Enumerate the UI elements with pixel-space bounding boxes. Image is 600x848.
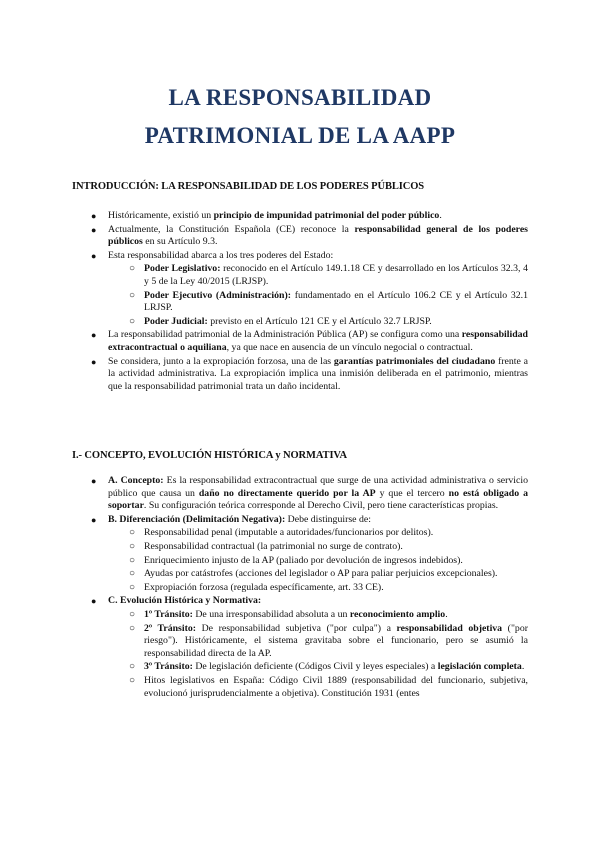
sub-list-item: ○ 1º Tránsito: De una irresponsabilidad absoluta a un reconocimiento amplio. <box>129 608 448 620</box>
sub-list-item: ○ Poder Judicial: previsto en el Artículo 121 CE y el Artículo 32.7 LRJSP. <box>129 315 432 327</box>
list-item: ● Históricamente, existió un principio de impunidad patrimonial del poder público. <box>91 210 442 221</box>
bullet-icon: ● <box>91 476 97 486</box>
document-title-line-2: PATRIMONIAL DE LA AAPP <box>144 123 456 148</box>
circle-bullet-icon: ○ <box>129 622 136 634</box>
list-item: ● Se considera, junto a la expropiación forzosa, una de las garantías patrimoniales del ciudadano frente a la actividad administrativa. La expropiación implica una inmisión deliberada en el patrimonio, mientras que la responsabilidad patrimonial trata un daño incidental. <box>91 355 528 392</box>
sub-list <box>108 609 528 700</box>
list-item: ● Actualmente, la Constitución Española (CE) reconoce la responsabilidad general de los poderes públicos en su Artículo 9.3. <box>91 223 528 248</box>
sub-list-item: ○ Ayudas por catástrofes (acciones del legislador o AP para paliar perjuicios excepcionales). <box>129 568 498 580</box>
circle-bullet-icon: ○ <box>129 608 136 620</box>
bullet-icon: ● <box>91 224 97 235</box>
list-item-evolucion: ● C. Evolución Histórica y Normativa: ○ 1º Tránsito: De una irresponsabilidad absoluta a un reconocimiento amplio. ○ 2º Tránsito: De responsabilidad subjetiva ("por culpa") a responsabilidad objetiva ("por riesgo"). Históricamente, el sistema gravitaba sobre el funcionario, pero se asumió la responsabilidad directa de la AP. ○ 3º Tránsito: De legislación deficiente (Códigos Civil y leyes especiales) a legislación completa. ○ Hitos legislativos en España: Código Civil 1889 (responsabilidad del funcionario, subjetiva, evolucionó jurisprudencialmente a objetiva). Constitución 1931 (entes <box>91 595 528 699</box>
circle-bullet-icon: ○ <box>129 263 136 275</box>
circle-bullet-icon: ○ <box>129 568 136 580</box>
document-title-line-1: LA RESPONSABILIDAD <box>168 85 432 110</box>
list-item-concepto: ● A. Concepto: Es la responsabilidad extracontractual que surge de una actividad administrativa o servicio público que causa un daño no directamente querido por la AP y que el tercero no está obligado a soportar. Su configuración teórica corresponde al Derecho Civil, pero tiene características propias. <box>91 475 528 512</box>
sub-list-item: ○ Responsabilidad contractual (la patrimonial no surge de contrato). <box>129 540 403 552</box>
circle-bullet-icon: ○ <box>129 554 136 566</box>
sub-list-item: ○ Hitos legislativos en España: Código Civil 1889 (responsabilidad del funcionario, subjetiva, evolucionó jurisprudencialmente a objetiva). Constitución 1931 (entes <box>129 674 528 699</box>
circle-bullet-icon: ○ <box>129 674 136 686</box>
section-1-list <box>91 475 528 701</box>
intro-heading: INTRODUCCIÓN: LA RESPONSABILIDAD DE LOS PODERES PÚBLICOS <box>72 181 425 192</box>
bullet-icon: ● <box>91 330 97 341</box>
circle-bullet-icon: ○ <box>129 315 136 327</box>
sub-list-item: ○ Poder Legislativo: reconocido en el Artículo 149.1.18 CE y desarrollado en los Artículos 32.3, 4 y 5 de la Ley 40/2015 (LRJSP). <box>129 263 528 287</box>
list-item-diferenciacion: ● B. Diferenciación (Delimitación Negativa): Debe distinguirse de: ○ Responsabilidad penal (imputable a autoridades/funcionarios por delitos). ○ Responsabilidad contractual (la patrimonial no surge de contrato). ○ Enriquecimiento injusto de la AP (paliado por devolución de ingresos indebidos). ○ Ayudas por catástrofes (acciones del legislador o AP para paliar perjuicios excepcionales). ○ Expropiación forzosa (regulada específicamente, art. 33 CE). <box>108 514 528 595</box>
circle-bullet-icon: ○ <box>129 540 136 552</box>
sub-list-item: ○ Enriquecimiento injusto de la AP (paliado por devolución de ingresos indebidos). <box>129 554 463 566</box>
sub-list <box>108 527 528 594</box>
bullet-icon: ● <box>91 514 97 525</box>
bullet-icon: ● <box>91 356 97 367</box>
intro-list <box>91 210 528 394</box>
sub-list-item: ○ Responsabilidad penal (imputable a autoridades/funcionarios por delitos). <box>129 527 434 539</box>
sub-list <box>108 263 528 328</box>
bullet-icon: ● <box>91 596 97 607</box>
list-item: ● La responsabilidad patrimonial de la Administración Pública (AP) se configura como una responsabilidad extracontractual o aquiliana, ya que nace en ausencia de un vínculo negocial o contractual. <box>91 329 528 353</box>
list-item: ● Esta responsabilidad abarca a los tres poderes del Estado: ○ Poder Legislativo: reconocido en el Artículo 149.1.18 CE y desarrollado en los Artículos 32.3, 4 y 5 de la Ley 40/2015 (LRJSP). ○ Poder Ejecutivo (Administración): fundamentado en el Artículo 106.2 CE y el Artículo 32.1 LRJSP. ○ Poder Judicial: previsto en el Artículo 121 CE y el Artículo 32.7 LRJSP. <box>91 249 528 327</box>
bullet-icon: ● <box>91 250 97 261</box>
sub-list-item: ○ 2º Tránsito: De responsabilidad subjetiva ("por culpa") a responsabilidad objetiva ("por riesgo"). Históricamente, el sistema gravitaba sobre el funcionario, pero se asumió la responsabilidad directa de la AP. <box>129 622 528 659</box>
circle-bullet-icon: ○ <box>129 527 136 539</box>
circle-bullet-icon: ○ <box>129 581 136 593</box>
sub-list-item: ○ 3º Tránsito: De legislación deficiente (Códigos Civil y leyes especiales) a legislación completa. <box>129 661 525 673</box>
bullet-icon: ● <box>91 211 97 221</box>
sub-list-item: ○ Poder Ejecutivo (Administración): fundamentado en el Artículo 106.2 CE y el Artículo 32.1 LRJSP. <box>129 289 528 314</box>
section-1-heading: I.- CONCEPTO, EVOLUCIÓN HISTÓRICA y NORMATIVA <box>72 450 348 461</box>
circle-bullet-icon: ○ <box>129 289 136 301</box>
circle-bullet-icon: ○ <box>129 661 136 673</box>
sub-list-item: ○ Expropiación forzosa (regulada específicamente, art. 33 CE). <box>129 581 384 593</box>
